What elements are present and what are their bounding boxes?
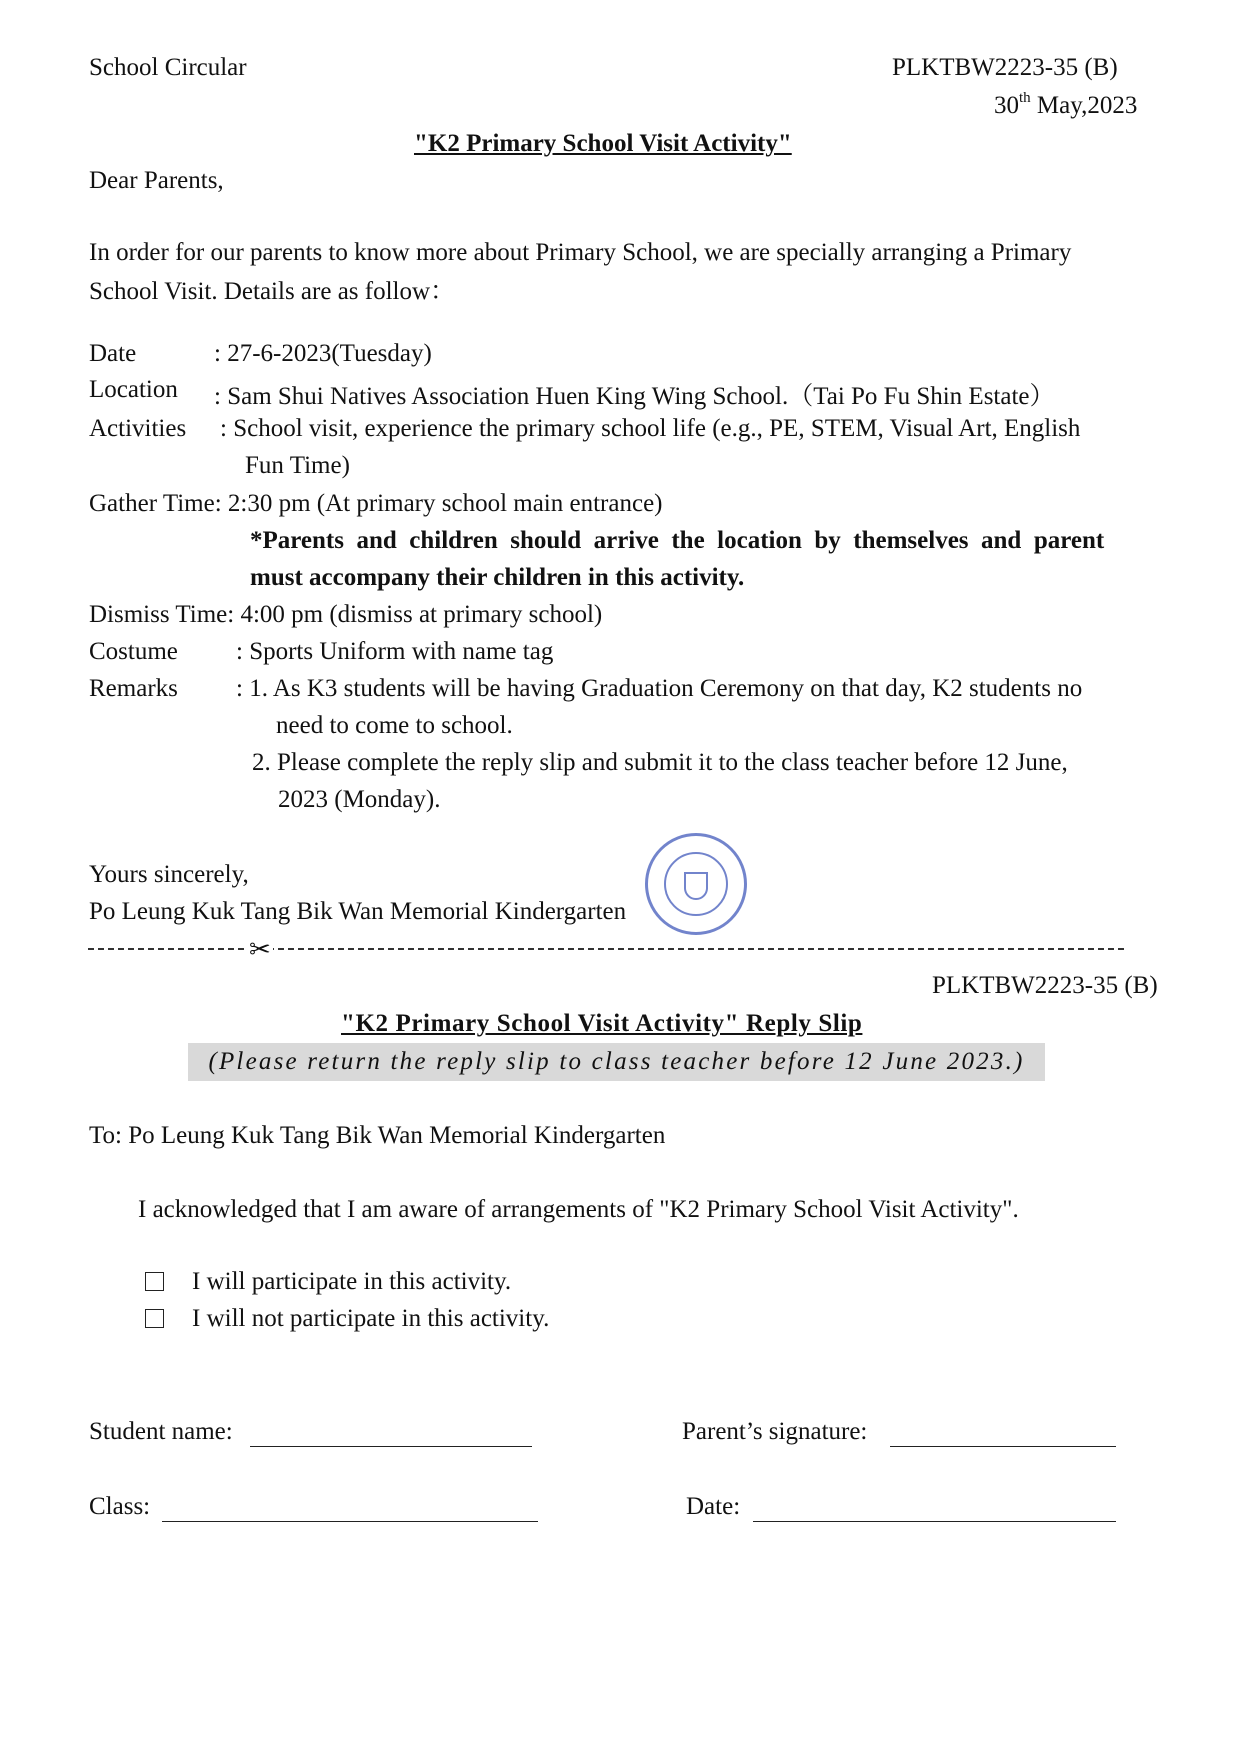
slip-acknowledgement: I acknowledged that I am aware of arrangements of "K2 Primary School Visit Activity". (138, 1196, 1019, 1223)
remark-1-line-2: need to come to school. (276, 712, 513, 739)
circular-label: School Circular (89, 54, 247, 81)
circular-date (994, 92, 1137, 120)
sender: Po Leung Kuk Tang Bik Wan Memorial Kindergarten (89, 898, 627, 925)
gather-note-line-1: *Parents and children should arrive the location by themselves and parent (250, 527, 1105, 554)
not-participate-option-label: I will not participate in this activity. (192, 1305, 550, 1332)
slip-instruction: (Please return the reply slip to class teacher before 12 June 2023.) (188, 1043, 1045, 1081)
date-suffix: th (1019, 90, 1031, 106)
date-value: : 27-6-2023(Tuesday) (214, 340, 432, 367)
intro-line-1: In order for our parents to know more about Primary School, we are specially arranging a Primary (89, 239, 1072, 266)
date-field[interactable] (753, 1521, 1116, 1522)
gather-time: Gather Time: 2:30 pm (At primary school main entrance) (89, 490, 663, 517)
reference-number: PLKTBW2223-35 (B) (892, 54, 1118, 81)
slip-title: "K2 Primary School Visit Activity" Reply Slip (341, 1010, 863, 1037)
student-name-label: Student name: (89, 1418, 233, 1445)
seal-crest-icon (684, 872, 708, 900)
slip-to-line: To: Po Leung Kuk Tang Bik Wan Memorial Kindergarten (89, 1122, 666, 1149)
remark-2-line-1: 2. Please complete the reply slip and submit it to the class teacher before 12 June, (252, 749, 1068, 776)
remarks-label: Remarks (89, 675, 178, 702)
parent-signature-label: Parent’s signature: (682, 1418, 868, 1445)
class-field[interactable] (162, 1521, 538, 1522)
intro-line-2: School Visit. Details are as follow： (89, 278, 456, 305)
not-participate-checkbox[interactable] (145, 1309, 164, 1328)
date-label: Date (89, 340, 137, 367)
slip-reference-number: PLKTBW2223-35 (B) (932, 972, 1158, 999)
gather-note-line-2: must accompany their children in this activity. (250, 564, 745, 591)
date-field-label: Date: (686, 1493, 741, 1520)
notice-title: "K2 Primary School Visit Activity" (414, 130, 792, 157)
cut-line (88, 948, 1124, 950)
location-label: Location (89, 376, 178, 403)
parent-signature-field[interactable] (890, 1446, 1116, 1447)
scissors-icon: ✂ (249, 935, 271, 965)
remark-2-line-2: 2023 (Monday). (278, 786, 441, 813)
school-seal (645, 833, 747, 935)
location-value: : Sam Shui Natives Association Huen King Wing School.（Tai Po Fu Shin Estate） (214, 383, 1055, 410)
class-label: Class: (89, 1493, 151, 1520)
dismiss-time: Dismiss Time: 4:00 pm (dismiss at primary school) (89, 601, 603, 628)
activities-value-line-1: : School visit, experience the primary school life (e.g., PE, STEM, Visual Art, English (220, 415, 1081, 442)
closing: Yours sincerely, (89, 861, 249, 888)
activities-value-line-2: Fun Time) (245, 452, 350, 479)
date-day: 30 (994, 92, 1019, 119)
costume-value: : Sports Uniform with name tag (236, 638, 554, 665)
student-name-field[interactable] (250, 1446, 532, 1447)
costume-label: Costume (89, 638, 178, 665)
remark-1-line-1: : 1. As K3 students will be having Graduation Ceremony on that day, K2 students no (236, 675, 1083, 702)
date-month-year: May,2023 (1030, 92, 1138, 119)
salutation: Dear Parents, (89, 167, 224, 194)
participate-option-label: I will participate in this activity. (192, 1268, 512, 1295)
activities-label: Activities (89, 415, 187, 442)
participate-checkbox[interactable] (145, 1272, 164, 1291)
